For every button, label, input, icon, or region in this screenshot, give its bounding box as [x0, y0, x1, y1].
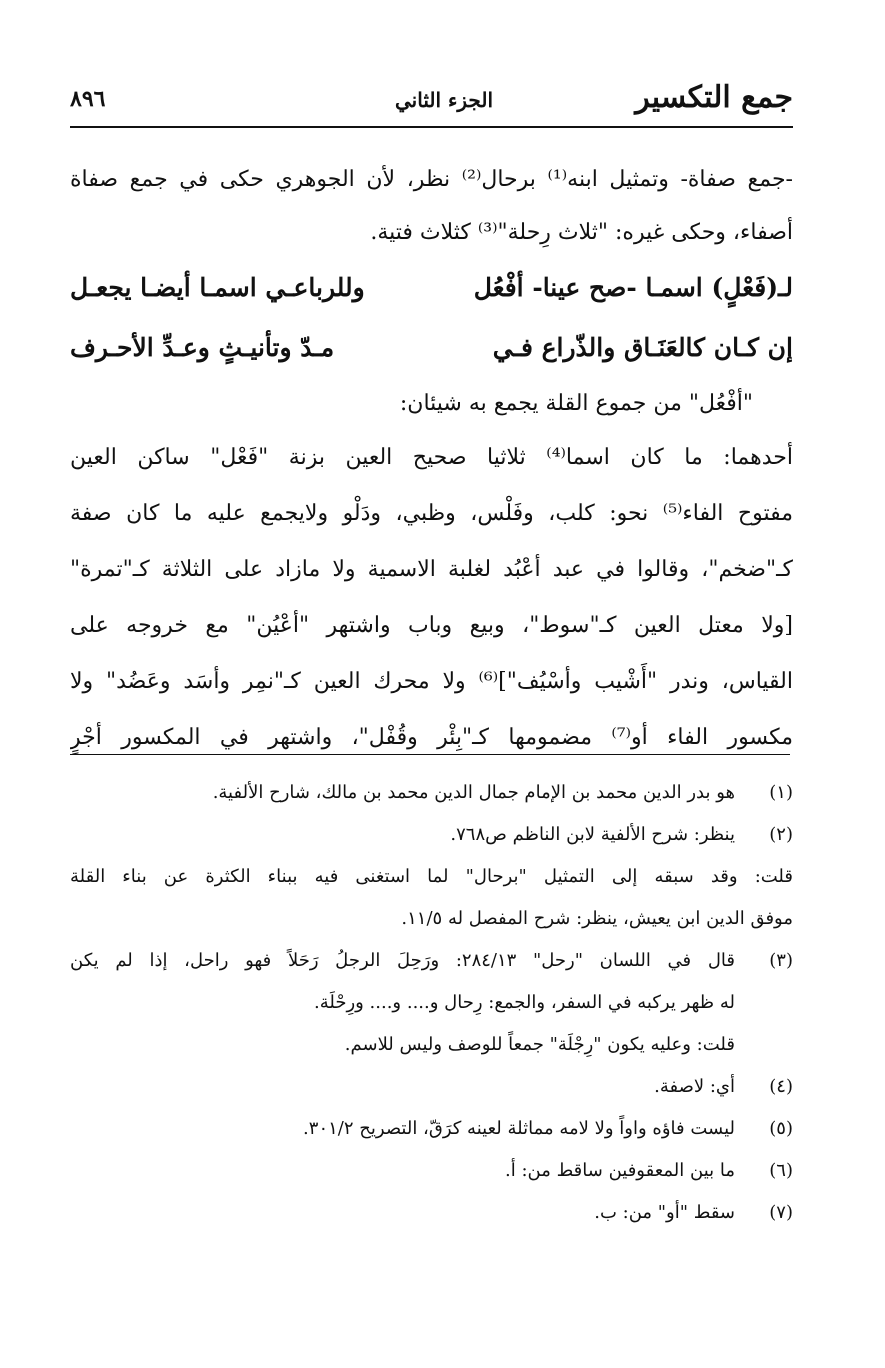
footnote: [70, 814, 793, 940]
footnote: [70, 1192, 793, 1234]
text-line: مفتوح الفاء⁽⁵⁾ نحو: كلب، وفَلْس، وظبي، ودَلْو ولايجمع عليه ما كان صفة: [70, 501, 793, 526]
footnote: [70, 1108, 793, 1150]
chapter-title: جمع التكسير: [635, 80, 793, 115]
footnote-number: (١): [769, 782, 793, 803]
footnote-number: (٧): [769, 1202, 793, 1223]
page-number: ٨٩٦: [70, 86, 106, 112]
footnote: [70, 1066, 793, 1108]
footnote-number: (٣): [769, 950, 793, 971]
footnote-text: سقط "أو" من: ب.: [594, 1202, 735, 1223]
verse-hemistich-first: لـ(فَعْلٍ) اسمـا -صح عينا- أفْعُل: [473, 273, 793, 302]
footnote-text: ليست فاؤه واواً ولا لامه مماثلة لعينه كرَقّ، التصريح ٣٠١/٢.: [303, 1118, 735, 1139]
footnote-text: موفق الدين ابن يعيش، ينظر: شرح المفصل له ١١/٥.: [401, 908, 793, 929]
footnote-number: (٦): [769, 1160, 793, 1181]
text-line: أصفاء، وحكى غيره: "ثلاث رِحلة"⁽³⁾ كثلاث فتية.: [370, 220, 793, 245]
footnote-text: قلت: وقد سبقه إلى التمثيل "برحال" لما استغنى فيه ببناء الكثرة عن بناء القلة: [70, 866, 793, 887]
footnote-text: أي: لاصفة.: [654, 1076, 735, 1097]
text-line: كـ"ضخم"، وقالوا في عبد أعْبُد لغلبة الاسمية ولا مازاد على الثلاثة كـ"تمرة": [70, 557, 793, 582]
verse-line: [70, 318, 793, 378]
footnote-number: (٥): [769, 1118, 793, 1139]
main-text: [70, 152, 793, 766]
header-rule: [70, 126, 793, 128]
verse-hemistich-first: إن كـان كالعَنَـاق والذّراع فـي: [492, 333, 793, 362]
footnote: [70, 940, 793, 1066]
verse-hemistich-second: وللرباعـي اسمـا أيضـا يجعـل: [70, 273, 365, 302]
footnotes: [70, 772, 793, 1234]
footnote: [70, 1150, 793, 1192]
text-line: مكسور الفاء أو⁽⁷⁾ مضمومها كـ"بِئْر وقُفْل"، واشتهر في المكسور أجْرٍ: [70, 725, 793, 750]
verse-line: [70, 258, 793, 318]
footnote-text: هو بدر الدين محمد بن الإمام جمال الدين محمد بن مالك، شارح الألفية.: [212, 782, 735, 803]
volume-label: الجزء الثاني: [395, 88, 493, 112]
footnote-text: له ظهر يركبه في السفر، والجمع: رِحال و.... و.... ورِحْلَة.: [313, 992, 735, 1013]
footnote-number: (٤): [769, 1076, 793, 1097]
footnote-number: (٢): [769, 824, 793, 845]
text-line: أحدهما: ما كان اسما⁽⁴⁾ ثلاثيا صحيح العين بزنة "فَعْل" ساكن العين: [70, 445, 793, 470]
footnote-text: ينظر: شرح الألفية لابن الناظم ص٧٦٨.: [450, 824, 735, 845]
footnote-text: قال في اللسان "رحل" ٢٨٤/١٣: ورَحِلَ الرجلُ رَحَلاً فهو راحل، إذا لم يكن: [70, 950, 735, 971]
text-line: -جمع صفاة- وتمثيل ابنه⁽¹⁾ برحال⁽²⁾ نظر، لأن الجوهري حكى في جمع صفاة: [70, 167, 793, 192]
footnote: [70, 772, 793, 814]
footnote-rule: [70, 754, 790, 755]
page-header: [70, 78, 793, 124]
verse-hemistich-second: مـدّ وتأنيـثٍ وعـدِّ الأحـرف: [70, 333, 335, 362]
text-line: [ولا معتل العين كـ"سوط"، وبيع وباب واشتهر "أعْيُن" مع خروجه على: [70, 613, 793, 638]
text-line: القياس، وندر "أَشْيب وأسْيُف"]⁽⁶⁾ ولا محرك العين كـ"نمِر وأسَد وعَضُد" ولا: [70, 669, 793, 694]
text-line: "أفْعُل" من جموع القلة يجمع به شيئان:: [399, 391, 753, 416]
footnote-text: ما بين المعقوفين ساقط من: أ.: [505, 1160, 735, 1181]
footnote-text: قلت: وعليه يكون "رِجْلَة" جمعاً للوصف وليس للاسم.: [344, 1034, 735, 1055]
